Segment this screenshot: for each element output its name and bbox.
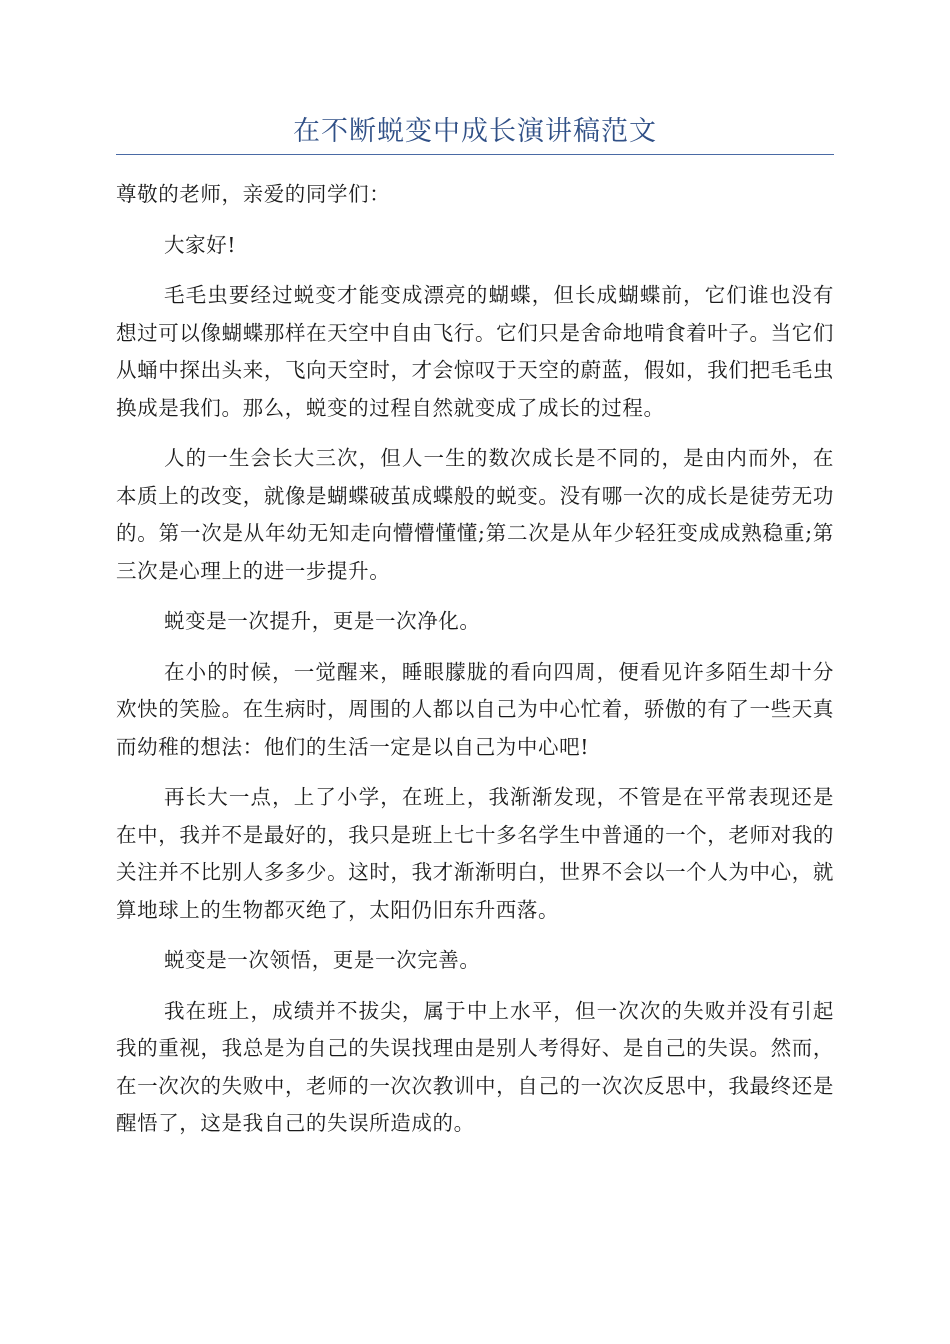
document-title: 在不断蜕变中成长演讲稿范文 — [293, 116, 657, 147]
document-body — [116, 176, 834, 1156]
paragraph: 再长大一点，上了小学，在班上，我渐渐发现，不管是在平常表现还是在中，我并不是最好的，我只是班上七十多名学生中普通的一个，老师对我的关注并不比别人多多少。这时，我才渐渐明白，世界不会以一个人为中心，就算地球上的生物都灭绝了，太阳仍旧东升西落。 — [116, 785, 834, 922]
paragraph-salutation: 尊敬的老师，亲爱的同学们： — [116, 182, 391, 206]
paragraph: 在小的时候，一觉醒来，睡眼朦胧的看向四周，便看见许多陌生却十分欢快的笑脸。在生病时，周围的人都以自己为中心忙着，骄傲的有了一些天真而幼稚的想法：他们的生活一定是以自己为中心吧! — [116, 659, 834, 759]
paragraph-greeting: 大家好! — [164, 232, 237, 257]
paragraph: 蜕变是一次领悟，更是一次完善。 — [164, 948, 481, 972]
paragraph: 毛毛虫要经过蜕变才能变成漂亮的蝴蝶，但长成蝴蝶前，它们谁也没有想过可以像蝴蝶那样在天空中自由飞行。它们只是舍命地啃食着叶子。当它们从蛹中探出头来，飞向天空时，才会惊叹于天空的蔚蓝，假如，我们把毛毛虫换成是我们。那么，蜕变的过程自然就变成了成长的过程。 — [116, 283, 834, 420]
paragraph: 蜕变是一次提升，更是一次净化。 — [164, 609, 481, 633]
title-divider — [116, 154, 834, 155]
paragraph: 人的一生会长大三次，但人一生的数次成长是不同的，是由内而外，在本质上的改变，就像是蝴蝶破茧成蝶般的蜕变。没有哪一次的成长是徒劳无功的。第一次是从年幼无知走向懵懵懂懂;第二次是从年少轻狂变成成熟稳重;第三次是心理上的进一步提升。 — [116, 446, 834, 583]
paragraph: 我在班上，成绩并不拔尖，属于中上水平，但一次次的失败并没有引起我的重视，我总是为自己的失误找理由是别人考得好、是自己的失误。然而，在一次次的失败中，老师的一次次教训中，自己的一次次反思中，我最终还是醒悟了，这是我自己的失误所造成的。 — [116, 998, 834, 1135]
